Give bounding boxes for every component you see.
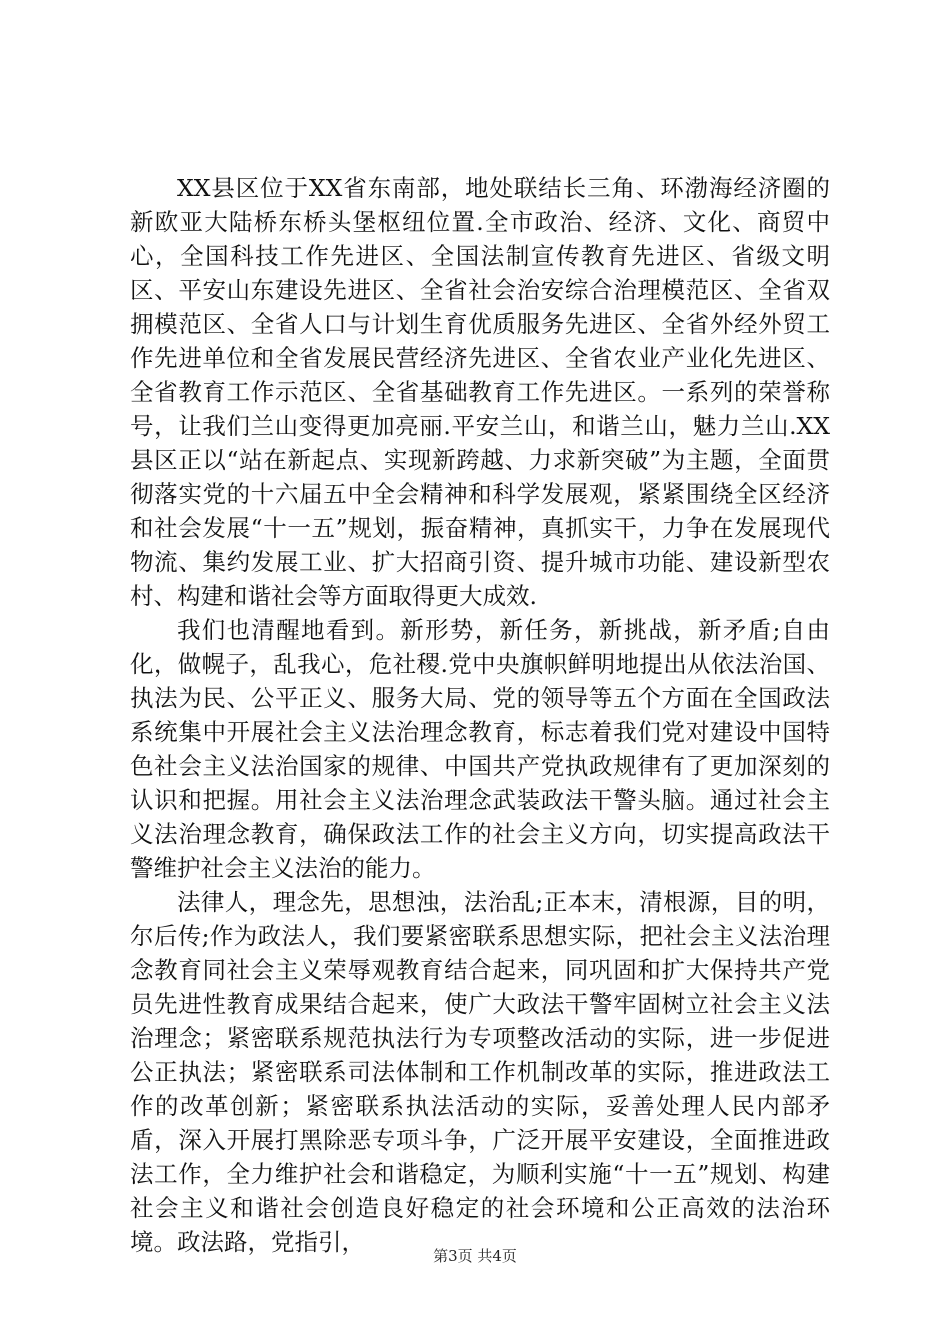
page-number-footer: 第3页 共4页 xyxy=(433,1247,517,1265)
paragraph-2: 我们也清醒地看到。新形势，新任务，新挑战，新矛盾;自由化，做幌子，乱我心，危社稷.党中央旗帜鲜明地提出从依法治国、执法为民、公平正义、服务大局、党的领导等五个方面在全国政法系统集中开展社会主义法治理念教育，标志着我们党对建设中国特色社会主义法治国家的规律、中国共产党执政规律有了更加深刻的认识和把握。用社会主义法治理念武装政法干警头脑。通过社会主义法治理念教育，确保政法工作的社会主义方向，切实提高政法干警维护社会主义法治的能力。 xyxy=(130,616,830,882)
paragraph-1: XX县区位于XX省东南部，地处联结长三角、环渤海经济圈的新欧亚大陆桥东桥头堡枢纽位置.全市政治、经济、文化、商贸中心，全国科技工作先进区、全国法制宣传教育先进区、省级文明区、平安山东建设先进区、全省社会治安综合治理模范区、全省双拥模范区、全省人口与计划生育优质服务先进区、全省外经外贸工作先进单位和全省发展民营经济先进区、全省农业产业化先进区、全省教育工作示范区、全省基础教育工作先进区。一系列的荣誉称号，让我们兰山变得更加亮丽.平安兰山，和谐兰山，魅力兰山.XX县区正以“站在新起点、实现新跨越、力求新突破”为主题，全面贯彻落实党的十六届五中全会精神和科学发展观，紧紧围绕全区经济和社会发展“十一五”规划，振奋精神，真抓实干，力争在发展现代物流、集约发展工业、扩大招商引资、提升城市功能、建设新型农村、构建和谐社会等方面取得更大成效. xyxy=(130,174,830,610)
document-body xyxy=(130,171,830,1259)
paragraph-3: 法律人，理念先，思想浊，法治乱;正本末，清根源，目的明，尔后传;作为政法人，我们要紧密联系思想实际，把社会主义法治理念教育同社会主义荣辱观教育结合起来，同巩固和扩大保持共产党员先进性教育成果结合起来，使广大政法干警牢固树立社会主义法治理念；紧密联系规范执法行为专项整改活动的实际，进一步促进公正执法；紧密联系司法体制和工作机制改革的实际，推进政法工作的改革创新；紧密联系执法活动的实际，妥善处理人民内部矛盾，深入开展打黑除恶专项斗争，广泛开展平安建设，全面推进政法工作，全力维护社会和谐稳定，为顺利实施“十一五”规划、构建社会主义和谐社会创造良好稳定的社会环境和公正高效的法治环境。政法路，党指引， xyxy=(130,888,830,1256)
